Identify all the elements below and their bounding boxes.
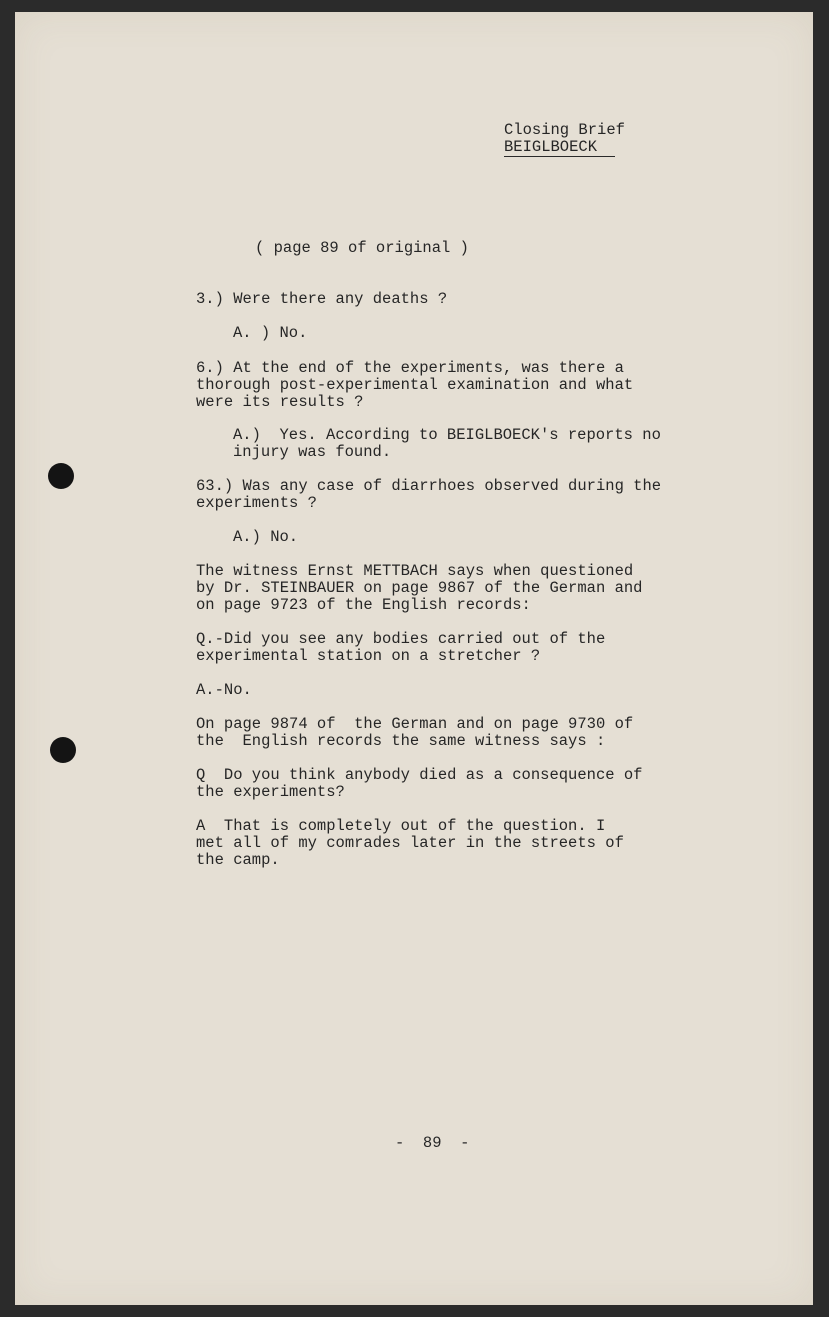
witness-intro: The witness Ernst METTBACH says when questioned by Dr. STEINBAUER on page 9867 of the German and on page 9723 of the English records: xyxy=(196,562,643,614)
question-63: 63.) Was any case of diarrhoes observed during the experiments ? xyxy=(196,477,662,512)
answer-6: A.) Yes. According to BEIGLBOECK's reports no injury was found. xyxy=(233,426,661,461)
punch-hole-top xyxy=(48,463,74,489)
witness-second-intro: On page 9874 of the German and on page 9730 of the English records the same witness says : xyxy=(196,715,634,750)
answer-63: A.) No. xyxy=(233,528,299,546)
original-page-reference: ( page 89 of original ) xyxy=(255,239,469,257)
header-title: Closing Brief xyxy=(504,121,625,139)
witness-question-1: Q.-Did you see any bodies carried out of the experimental station on a stretcher ? xyxy=(196,630,606,665)
punch-hole-bottom xyxy=(50,737,76,763)
document-page xyxy=(15,12,813,1305)
witness-answer-1: A.-No. xyxy=(196,681,252,699)
witness-question-2: Q Do you think anybody died as a consequence of the experiments? xyxy=(196,766,643,801)
question-6: 6.) At the end of the experiments, was there a thorough post-experimental examination and what were its results ? xyxy=(196,359,634,411)
page-number: - 89 - xyxy=(395,1134,470,1152)
answer-3: A. ) No. xyxy=(233,324,308,342)
header-subject xyxy=(504,139,615,156)
header-subject-text: BEIGLBOECK xyxy=(504,138,615,157)
witness-answer-2: A That is completely out of the question. I met all of my comrades later in the streets of the camp. xyxy=(196,817,624,869)
question-3: 3.) Were there any deaths ? xyxy=(196,290,448,308)
